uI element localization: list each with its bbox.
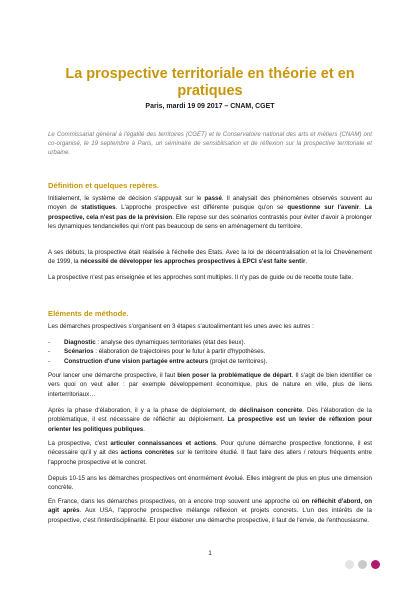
paragraph-definition-2: A ses débuts, la prospective était réalisée à l'échelle des Etats. Avec la loi de décentralisation et la loi Chevènement de 1999, la nécessité de développer les approches prospectives à EPCI s'est faite sentir. — [48, 249, 372, 266]
paragraph-methode-1: Les démarches prospectives s'organisent en 3 étapes s'autoalimentant les unes avec les autres : — [48, 323, 314, 330]
page-number: 1 — [208, 550, 212, 557]
paragraph-methode-5: Depuis 10-15 ans les démarches prospectives ont énormément évolué. Elles intègrent de plus en plus une dimension concrète. — [48, 475, 372, 492]
document-title: La prospective territoriale en théorie et en pratiques — [65, 65, 355, 99]
paragraph-methode-2: Pour lancer une démarche prospective, il faut bien poser la problématique de départ. Il s'agit de bien identifier ce vers quoi on veut aller : par exemple développement économique, plus de nature en ville, plus de liens interterritoriaux… — [48, 372, 372, 398]
dot-grey-icon — [358, 560, 367, 569]
paragraph-methode-3: Après la phase d'élaboration, il y a la phase de déploiement, de déclinaison concrète. Dès l'élaboration de la problématique, il est nécessaire de réfléchir au déploiement. La prospective est un levier de réflexion pour orienter les politiques publiques. — [48, 407, 373, 433]
intro-paragraph: Le Commissariat général à l'égalité des territoires (CGET) et le Conservatoire national des arts et métiers (CNAM) ont co-organisé, le 19 septembre à Paris, un séminaire de sensibilisation et de réflexion sur la prospective territoriale et urbaine. — [48, 131, 372, 156]
dot-magenta-icon — [371, 560, 380, 569]
paragraph-methode-6: En France, dans les démarches prospectives, on a encore trop souvent une approche où on réfléchit d'abord, on agit après. Aux USA, l'approche prospective mélange réflexion et projets concrets. L'un des intérêts de la prospective, c'est l'interdisciplinarité. Et pour élaborer une démarche prospective, il faut de l'envie, de l'enthousiasme. — [48, 498, 372, 524]
paragraph-methode-4: La prospective, c'est articuler connaissances et actions. Pour qu'une démarche prospective fonctionne, il est nécessaire qu'il y ait des actions concrètes sur le territoire étudié. Il faut faire des allers / retours fréquents entre l'approche prospective et le concret. — [48, 440, 372, 466]
list-item: - Diagnostic : analyse des dynamiques territoriales (état des lieux). — [48, 339, 246, 346]
list-item: - Construction d'une vision partagée entre acteurs (projet de territoires). — [48, 357, 268, 365]
section-heading-definition: Définition et quelques repères. — [48, 181, 159, 190]
section-heading-methode: Eléments de méthode. — [48, 309, 129, 318]
paragraph-definition-3: La prospective n'est pas enseignée et les approches sont multiples. Il n'y pas de guide ou de recette toute faite. — [48, 274, 354, 281]
steps-list — [48, 338, 372, 366]
dot-light-icon — [345, 560, 354, 569]
dateline: Paris, mardi 19 09 2017 – CNAM, CGET — [145, 103, 275, 110]
paragraph-definition-1: Initialement, le système de décision s'appuyait sur le passé. Il analysait des phénomènes observés souvent au moyen de statistiques. L'approche prospective est différente puisque qu'on se questionne sur l'avenir. La prospective, cela n'est pas de la prévision. Elle repose sur des scénarios contrastés pour éviter d'avoir à prolonger les dynamiques tendancielles qui n'ont pas beaucoup de sens en aménagement du territoire. — [48, 195, 372, 230]
list-item: - Scénarios : élaboration de trajectoires pour le futur à partir d'hypothèses. — [48, 348, 266, 356]
